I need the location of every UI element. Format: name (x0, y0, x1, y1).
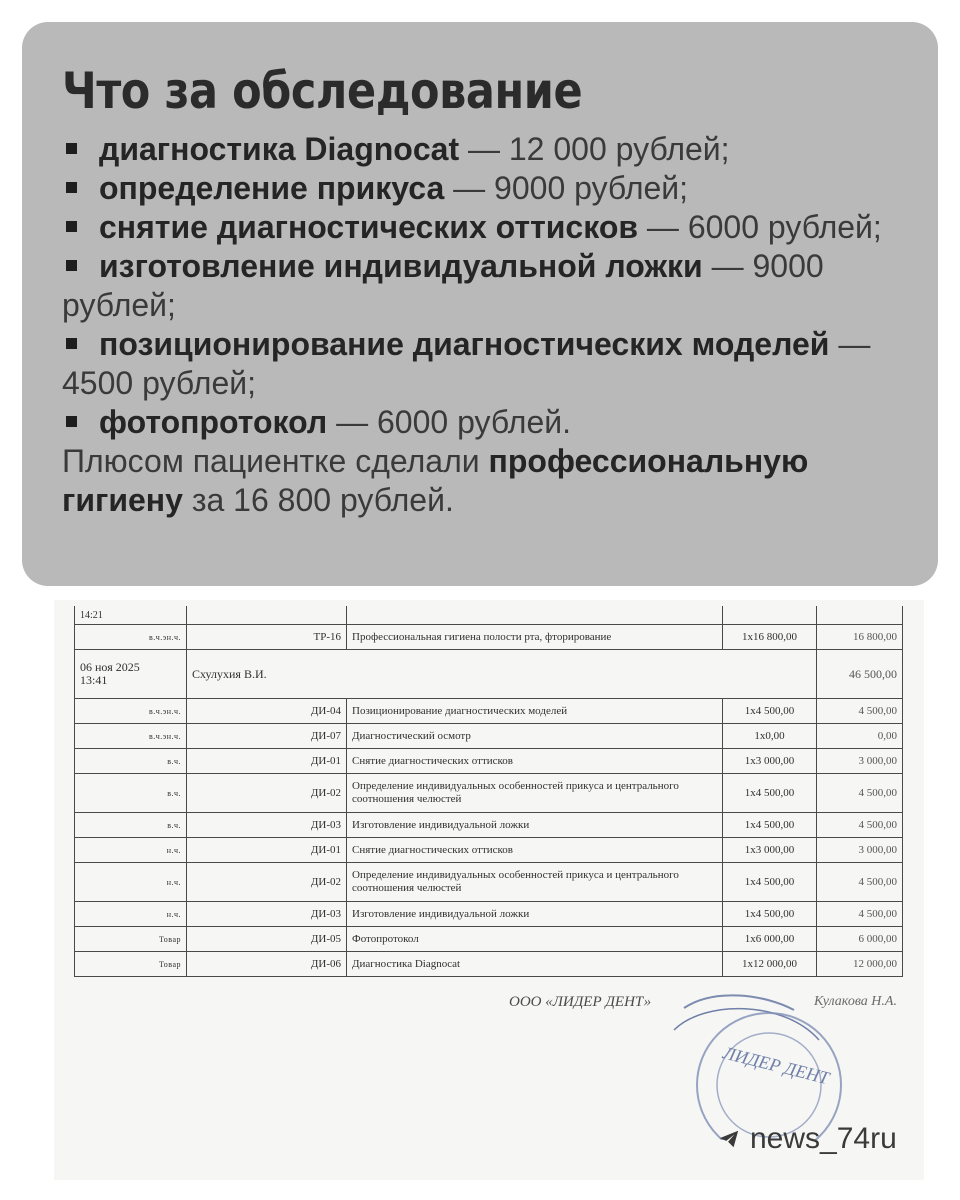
watermark (718, 1122, 897, 1156)
info-card (22, 22, 938, 586)
hygiene-note: Плюсом пациентке сделали профессиональную гигиену за 16 800 рублей. (62, 443, 809, 518)
table-row: н.ч. ДИ-03 Изготовление индивидуальной ложки 1х4 500,00 4 500,00 (75, 902, 903, 927)
table-row: н.ч. ДИ-02 Определение индивидуальных особенностей прикуса и центрального соотношения челюстей 1х4 500,00 4 500,00 (75, 863, 903, 902)
list-item: определение прикуса — 9000 рублей; (62, 169, 898, 208)
visit-row (75, 650, 903, 699)
table-row: Товар ДИ-06 Диагностика Diagnocat 1х12 000,00 12 000,00 (75, 952, 903, 977)
list-item: позиционирование диагностических моделей — 4500 рублей; (62, 326, 871, 401)
bullet-icon (66, 182, 77, 193)
table-row: Товар ДИ-05 Фотопротокол 1х6 000,00 6 000,00 (75, 927, 903, 952)
table-row: в.ч. ДИ-02 Определение индивидуальных особенностей прикуса и центрального соотношения челюстей 1х4 500,00 4 500,00 (75, 774, 903, 813)
list-item: диагностика Diagnocat — 12 000 рублей; (62, 130, 898, 169)
table-row: в.ч.эн.ч. ТР-16 Профессиональная гигиена полости рта, фторирование 1х16 800,00 16 800,00 (75, 625, 903, 650)
telegram-icon (718, 1128, 740, 1150)
stamp-seal (644, 990, 844, 1140)
bullet-icon (66, 260, 77, 271)
bullet-icon (66, 143, 77, 154)
table-row: в.ч. ДИ-03 Изготовление индивидуальной ложки 1х4 500,00 4 500,00 (75, 813, 903, 838)
patient-name: Схулухия В.И. (187, 650, 817, 699)
bullet-icon (66, 221, 77, 232)
visit-total: 46 500,00 (817, 650, 903, 699)
services-table (74, 606, 903, 977)
stamp-text: ЛИДЕР ДЕНТ (721, 1042, 832, 1089)
signer-name: Кулакова Н.А. (814, 994, 897, 1009)
table-row: 14:21 (75, 606, 903, 625)
watermark-handle: news_74ru (750, 1122, 897, 1155)
table-row: в.ч. ДИ-01 Снятие диагностических оттисков 1х3 000,00 3 000,00 (75, 749, 903, 774)
list-item: фотопротокол — 6000 рублей. (62, 403, 898, 442)
price-list (62, 130, 898, 442)
signature-org: ООО «ЛИДЕР ДЕНТ» (509, 994, 652, 1010)
bullet-icon (66, 416, 77, 427)
table-row: н.ч. ДИ-01 Снятие диагностических оттисков 1х3 000,00 3 000,00 (75, 838, 903, 863)
list-item: снятие диагностических оттисков — 6000 рублей; (62, 208, 898, 247)
list-item: изготовление индивидуальной ложки — 9000 рублей; (62, 248, 824, 323)
card-title: Что за обследование (62, 62, 583, 120)
bullet-icon (66, 338, 77, 349)
scanned-document (54, 600, 924, 1180)
visit-datetime: 06 ноя 2025 13:41 (75, 650, 187, 699)
table-row: в.ч.эн.ч. ДИ-04 Позиционирование диагностических моделей 1х4 500,00 4 500,00 (75, 699, 903, 724)
table-row: в.ч.эн.ч. ДИ-07 Диагностический осмотр 1х0,00 0,00 (75, 724, 903, 749)
